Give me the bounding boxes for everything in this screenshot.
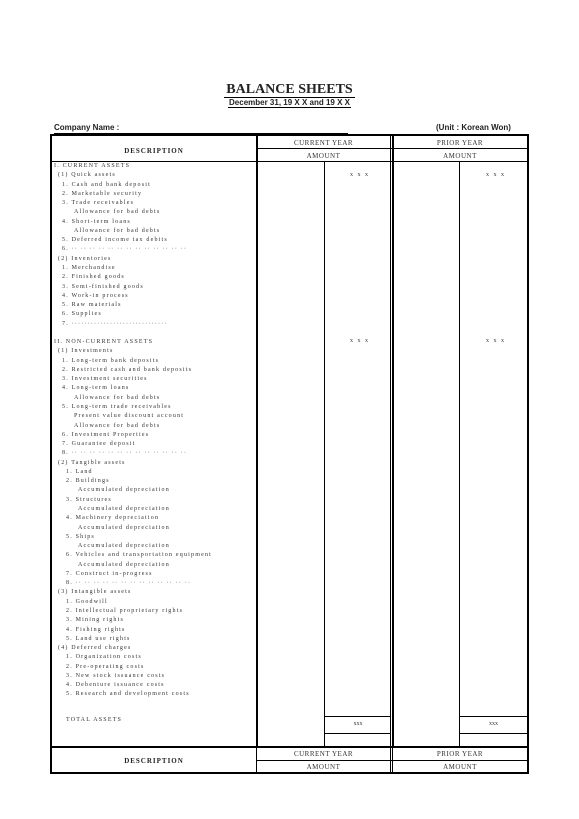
line-item: 4. Fishing rights <box>66 626 126 633</box>
line-item: 6. ·· ·· ·· ·· ·· ·· ·· ·· ·· ·· ·· ·· ·· <box>62 246 188 253</box>
unit-label: (Unit : Korean Won) <box>436 123 511 132</box>
line-item: Allowance for bad debts <box>74 422 161 429</box>
line-item: 1. Long-term bank deposits <box>62 357 160 364</box>
line-item: (3) Intangible assets <box>58 589 132 596</box>
line-item: 2. Buildings <box>66 478 110 485</box>
current-amount-header: AMOUNT <box>306 152 341 160</box>
line-item: 5. Deferred income tax debits <box>62 237 168 244</box>
line-item: 2. Finished goods <box>62 274 125 281</box>
amount-value: x x x <box>486 172 506 178</box>
line-item: 4. Short-term loans <box>62 218 131 225</box>
footer-divider <box>257 760 527 761</box>
line-item: Accumulated depreciation <box>78 561 170 568</box>
amount-value: x x x <box>486 338 506 344</box>
line-item: Accumulated depreciation <box>78 505 170 512</box>
page-title: BALANCE SHEETS <box>226 82 353 97</box>
line-item: 1. Land <box>66 468 93 475</box>
line-item: 8. ·· ·· ·· ·· ·· ·· ·· ·· ·· ·· ·· ·· ·· <box>62 450 188 457</box>
current-amount-footer: AMOUNT <box>306 763 341 771</box>
line-item: 2. Pre-operating costs <box>66 663 145 670</box>
total-current-value: xxx <box>353 721 363 727</box>
total-line <box>460 733 527 734</box>
line-item: Allowance for bad debts <box>74 394 161 401</box>
total-assets-label: TOTAL ASSETS <box>66 717 123 723</box>
prior-year-footer: PRIOR YEAR <box>436 750 484 758</box>
line-item: Accumulated depreciation <box>78 543 170 550</box>
prior-amount-header: AMOUNT <box>443 152 477 160</box>
line-item: Allowance for bad debts <box>74 227 161 234</box>
line-item: 3. Semi-finished goods <box>62 283 144 290</box>
line-item: 1. Merchandise <box>62 264 116 271</box>
current-year-header: CURRENT YEAR <box>293 139 354 147</box>
line-item: 5. Long-term trade receivables <box>62 404 172 411</box>
line-item: (2) Tangible assets <box>58 459 126 466</box>
page-subtitle: December 31, 19 X X and 19 X X <box>229 98 350 107</box>
current-year-footer: CURRENT YEAR <box>293 750 354 758</box>
line-item: (1) Quick assets <box>58 172 116 179</box>
line-item: II. NON-CURRENT ASSETS <box>54 339 154 346</box>
column-divider <box>256 135 258 747</box>
line-item: 4. Machinery depreciation <box>66 515 160 522</box>
footer-divider <box>51 746 528 748</box>
line-item: 7. Guarantee deposit <box>62 441 136 448</box>
line-item: 1. Organization costs <box>66 654 142 661</box>
prior-amount-footer: AMOUNT <box>443 763 477 771</box>
line-item: 7. ······························ <box>62 320 168 327</box>
line-item: 3. Mining rights <box>66 617 125 624</box>
line-item: (2) Inventories <box>58 255 112 262</box>
line-item: 7. Construct in-progress <box>66 570 153 577</box>
line-item: I. CURRENT ASSETS <box>54 163 131 169</box>
column-divider <box>392 135 394 747</box>
line-item: 4. Long-term loans <box>62 385 130 392</box>
description-footer: DESCRIPTION <box>124 757 184 765</box>
column-divider <box>390 135 391 747</box>
total-prior-value: xxx <box>489 721 498 727</box>
line-item: (4) Deferred charges <box>58 645 132 652</box>
line-item: 3. New stock issuance costs <box>66 672 166 679</box>
total-line <box>325 716 391 717</box>
line-item: 5. Raw materials <box>62 302 122 309</box>
description-header: DESCRIPTION <box>124 147 184 155</box>
amount-subcolumn-divider <box>459 161 460 747</box>
line-item: Present value discount account <box>74 413 185 420</box>
line-item: 5. Research and development costs <box>66 691 190 698</box>
line-item: 2. Marketable security <box>62 190 143 197</box>
line-item: (1) Investments <box>58 348 114 355</box>
line-item: 5. Land use rights <box>66 635 131 642</box>
line-item: 6. Supplies <box>62 311 102 318</box>
company-name-label: Company Name : <box>54 123 120 132</box>
line-item: 1. Goodwill <box>66 598 108 605</box>
prior-year-header: PRIOR YEAR <box>436 139 484 147</box>
line-item: 3. Trade receivables <box>62 200 135 207</box>
total-line <box>325 733 391 734</box>
line-item: 2. Restricted cash and bank deposits <box>62 366 193 373</box>
line-item: 6. Vehicles and transportation equipment <box>66 552 213 559</box>
line-item: Allowance for bad debts <box>74 209 161 216</box>
total-line <box>460 716 527 717</box>
amount-value: x x x <box>350 338 370 344</box>
line-item: 8. ·· ·· ·· ·· ·· ·· ·· ·· ·· ·· ·· ·· ·· <box>66 580 192 587</box>
line-item: 4. Work-in process <box>62 292 129 299</box>
line-item: 2. Intellectual proprietary rights <box>66 607 184 614</box>
line-item: 3. Structures <box>66 496 112 503</box>
amount-subcolumn-divider <box>324 161 325 747</box>
header-divider <box>257 148 527 149</box>
line-item: 6. Investment Properties <box>62 431 150 438</box>
line-item: Accumulated depreciation <box>78 524 170 531</box>
line-item: Accumulated depreciation <box>78 487 170 494</box>
line-item: 3. Investment securities <box>62 376 148 383</box>
line-item: 4. Debenture issuance costs <box>66 682 165 689</box>
line-item: 5. Ships <box>66 533 95 540</box>
line-item: 1. Cash and bank deposit <box>62 181 151 188</box>
amount-value: x x x <box>350 172 370 178</box>
